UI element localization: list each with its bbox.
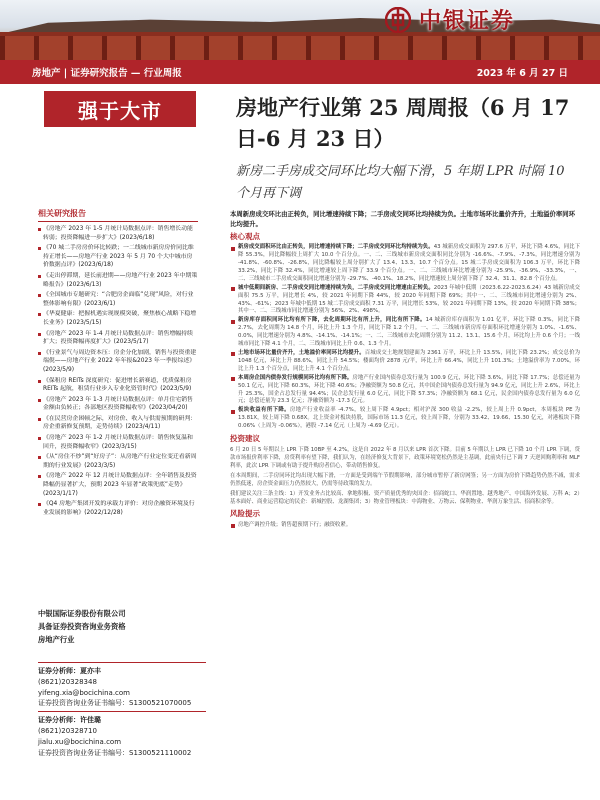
core-point bbox=[230, 375, 580, 407]
analyst-name: 证券分析师：许佳璐 bbox=[38, 711, 206, 726]
report-subtitle: 新房二手房成交同环比均大幅下滑，5 年期 LPR 时隔 10 个月再下调 bbox=[236, 164, 565, 201]
advice-paragraph: 6 月 20 日 5 年期以上 LPR 下降 10BP 至 4.2%，这是自 2022 年 8 月以来 LPR 首次下降。目前 5 年期以上 LPR 已下降 10 个月 LPR 下调，贷款市场报价利率下降，房贷利率有望下降，我们认为，在经济修复大背景下，政策环境宽松仍然是主基调，此前央行已下调 7 天逆回购利率和 MLF 利率，此次 LPR 下调或有助于提升购房者信心，带动销售修复。 bbox=[230, 447, 580, 470]
related-report-item[interactable]: 《房地产 2023 年 1-3 月统计局数据点评：单月住宅销售金额由负转正；各部地区投资降幅收窄》(2023/04/20) bbox=[38, 396, 198, 413]
core-views-heading: 核心观点 bbox=[230, 232, 260, 242]
analyst-name: 证券分析师：夏亦丰 bbox=[38, 662, 206, 677]
core-point-lead: 土地市场环比量价齐升，土地溢价率同环比均提升。 bbox=[238, 349, 365, 356]
analyst-license: 证券投资咨询业务证书编号：S1300521110002 bbox=[38, 748, 192, 757]
core-point-lead: 新房成交面积环比由正转负，同比增速持续下降；二手房成交同环比均持续为负。 bbox=[238, 244, 434, 251]
related-report-item[interactable]: 《在民营房企困顿之际，对房价、收入与供需预期的研判：房企重新修复预期，走势待续》(2023/4/11) bbox=[38, 415, 198, 432]
summary-intro: 本周新房成交环比由正转负，同比增速持续下降；二手房成交同环比均持续为负。土地市场环比量价齐升，土地溢价率同环比均提升。 bbox=[230, 210, 576, 228]
analyst-email[interactable]: jialu.xu@bocichina.com bbox=[38, 737, 122, 746]
risk-item: 房地产调控升级；销售超预期下行；融资收紧。 bbox=[230, 521, 580, 529]
header-banner bbox=[0, 0, 600, 60]
core-point-lead: 板块收益有所下降。 bbox=[238, 407, 290, 414]
analysts-block bbox=[38, 660, 206, 758]
investment-advice-heading: 投资建议 bbox=[230, 434, 260, 444]
related-reports-sidebar bbox=[38, 208, 198, 519]
analyst-phone: (8621)20328710 bbox=[38, 726, 97, 735]
core-point-body: 14 城新房库存面积为 1.01 亿平，环比下降 0.3%，同比下降 2.7%，去化周期为 14.8 个月，环比上升 1.3 个月，同比下降 1.2 个月。一、二、三线城市新房库存面积环比增速分别为 1.0%、-1.6%、0.0%，同比增速分别为 4.8%、-14.1%、-14.1%；一、二、三线城市去化周期分别为 11.2、13.1、15.6 个月，环比均上升 0.6 个月；一线城市同比下降 4.1 个月，二、三线城市同比上升 0.6、1.3 个月。 bbox=[238, 317, 580, 348]
company-name: 中银国际证券股份有限公司 bbox=[38, 609, 126, 618]
advice-paragraph: 我们建议关注三条主线：1）开发业务占比较高、拿地积极、资产质量优秀的央国企：招商蛇口、华润置地、越秀地产、中国海外发展、万科 A；2）基本面好、商业运营稳定的民企：新城控股、龙湖集团；3）物业管理板块：中海物业、万物云、保利物业、华润万象生活、招商积余等。 bbox=[230, 491, 580, 506]
core-point bbox=[230, 350, 580, 374]
analyst-email[interactable]: yifeng.xia@bocichina.com bbox=[38, 688, 130, 697]
core-point-lead: 新房库存面积同环比均有所下降，去化周期环比有所上升，同比有所下降。 bbox=[238, 317, 426, 324]
core-point-body: 2023 年城中低期（2023.6.22-2023.6.24）43 城新房成交面积 75.5 万平，同比增长 4%，较 2021 年同期下降 44%，较 2020 年同期下降 69%；其中一、二、三线城市同比增速分别为 2%、43%、-61%；2023 年城中低期 15 城二手房成交面积 7.31 万平，同比增长 53%，较 2021 年同期下降 13%，较 2020 年同期下降 38%；其中一、二、三线城市同比增速分别为 56%、2%、498%。 bbox=[238, 284, 580, 315]
palace-columns-graphic bbox=[0, 36, 600, 60]
report-category-bar bbox=[0, 60, 600, 84]
related-reports-heading: 相关研究报告 bbox=[38, 208, 198, 222]
core-point-body: 百城成交土地规划建面为 2361 万平，环比上升 13.5%，同比下降 23.2%；成交总价为 1048 亿元，环比上升 88.6%，同比上升 54.5%；楼面均价 2878 元/平，环比上升 66.4%，同比上升 101.3%；土地溢价率为 7.00%，环比上升 1.3 个百分点，同比上升 4.1 个百分点。 bbox=[238, 349, 580, 372]
report-title: 房地产行业第 25 周周报（6 月 17 日-6 月 23 日） bbox=[236, 95, 570, 151]
core-point bbox=[230, 244, 580, 284]
risk-heading: 风险提示 bbox=[230, 509, 260, 519]
brand-name: 中银证券 bbox=[419, 8, 516, 34]
brand-logo bbox=[385, 4, 515, 35]
related-report-item[interactable]: 《走出停滞期，延长前进期——房地产行业 2023 年中期策略报告》(2023/6/13) bbox=[38, 272, 198, 289]
core-point bbox=[230, 285, 580, 317]
core-point-lead: 本周房企国内债券发行规模同环比均有所下降。 bbox=[238, 374, 353, 381]
related-report-item[interactable]: 《房地产 2023 年 1-2 月统计局数据点评：销售恢复温和回升，投资降幅收窄》(2023/3/15) bbox=[38, 434, 198, 451]
core-point-body: 房地产行业收益率 -4.7%，较上周下降 4.9pct；相对沪深 300 收益 -2.2%，较上周上升 0.9pct，本周板块 PE 为 13.81X，较上周下降 0.68X。北上资金对板块持股，国际市场 11.3 亿元，较上周下降，分别为 33.42、19.66、15.30 亿元，对港板块下降 0.06%（上周为 -0.06%），港股 -7.14 亿元（上周为 -4.69 亿元）。 bbox=[238, 407, 580, 430]
core-point-body: 43 城新房成交面积为 297.6 万平，环比下降 4.6%，同比下降 55.3%，同比降幅较上周扩大 10.0 个百分点。一、二、三线城市新房成交面积同比分别为 -16.6%、-7.9%、-7.3%，同比增速分别为 -41.8%、-60.8%、-26.8%，同比降幅较上周分别扩大了 13.4、13.3、10.7 个百分点。15 城二手房成交面积为 106.3 万平，环比下降 33.2%，同比下降 32.4%，同比增速较上周下降了 33.9 个百分点。一、二、三线城市环比增速分别为 -25.9%、-36.9%、-33.3%，一、二、三线城市二手房成交面积同比增速分别为 -29.7%、-40.1%、18.2%，同比增速较上周分别下降了 32.4、31.1、82.8 个百分点。 bbox=[238, 244, 580, 282]
related-report-item[interactable]: 《行业景气与周边资本压：房企分化加剧，销售与投资重建端倪——房地产行业 2022 年年报&2023 年一季报综述》(2023/5/9) bbox=[38, 349, 198, 375]
analyst-phone: (8621)20328348 bbox=[38, 677, 97, 686]
related-report-item[interactable]: 《华夏健康：把握机遇实现规模突破，聚焦核心战略下稳增长业务》(2023/5/15) bbox=[38, 310, 198, 327]
company-info bbox=[38, 607, 198, 646]
industry-rating-badge: 强于大市 bbox=[44, 91, 196, 127]
related-report-item[interactable]: 《房地产 2023 年 1-5 月统计局数据点评：销售增长动能转弱；投资降幅进一步扩大》(2023/6/18) bbox=[38, 225, 198, 242]
core-point bbox=[230, 317, 580, 349]
related-report-item[interactable]: 《Q4 房地产集团开发的承载力评价：对房企融资环境及行业发展的影响》(2022/12/28) bbox=[38, 500, 198, 517]
boc-logo-icon bbox=[385, 7, 411, 33]
report-body bbox=[230, 210, 580, 529]
advice-paragraph: 在本周期间，二手房同环比均出现大幅下滑，一方面是受到端午节假期影响，部分城市暂停了新房网签；另一方面为房价下降趋势仍然不减，需求仍然低迷，房企资金面压力仍然较大，仍需等待政策的发力。 bbox=[230, 473, 580, 488]
core-point bbox=[230, 407, 580, 431]
analyst-license: 证券投资咨询业务证书编号：S1300521070005 bbox=[38, 699, 192, 708]
core-point-body: 房地产行业国内债券总发行量为 100.9 亿元，环比下降 3.6%，同比下降 17.7%；总偿还量为 50.1 亿元，同比下降 60.3%，环比下降 40.6%；净融资额为 50.8 亿元，其中国企国内债券总发行量为 94.9 亿元，同比上升 2.6%，环比上升 25.3%，国企占总发行量 94.4%；民企总发行量 6.0 亿元，同比下降 57.3%；净融资额为 68.1 亿元，民企国内债券总发行量为 6.0 亿元；总偿还量为 23.3 亿元；净融资额为 -17.3 亿元。 bbox=[238, 374, 580, 405]
report-date: 2023 年 6 月 27 日 bbox=[476, 68, 568, 79]
company-sector: 房地产行业 bbox=[38, 635, 75, 644]
related-report-item[interactable]: 《房地产 2023 年 1-4 月统计局数据点评：销售增幅持续扩大；投资降幅再度扩大》(2023/5/17) bbox=[38, 330, 198, 347]
report-category: 房地产 | 证券研究报告 — 行业周报 bbox=[32, 68, 182, 79]
related-report-item[interactable]: 《保租房 REITs 深度研究：促进增长新赛道，优质保租房 REITs 起航，租赁行业步入专业化资管时代》(2023/5/9) bbox=[38, 377, 198, 394]
related-report-item[interactable]: 《全国城市专题研究：“合肥房企面临”兑现”风险，对行业整体影响有限》(2023/6/1) bbox=[38, 291, 198, 308]
core-point-lead: 城中低期间新房、二手房成交同比增速持续为负，二手房成交同比增速由正转负。 bbox=[238, 284, 434, 291]
related-report-item[interactable]: 《70 城二手房房价环比转跌；一二线城市新房房价同比维持正增长——房地产行业 2023 年 5 月 70 个大中城市房价数据点评》(2023/6/18) bbox=[38, 244, 198, 270]
related-report-item[interactable]: 《房地产 2022 年 12 月统计局数据点评：全年销售及投资降幅仍显著扩大，预期 2023 年显著“政策兜底”走势》(2023/1/17) bbox=[38, 472, 198, 498]
related-report-item[interactable]: 《从“房住不炒”到“好房子”：从房地产行业定位变迁看新周期的行业发展》(2023/3/5) bbox=[38, 453, 198, 470]
company-qualification: 具备证券投资咨询业务资格 bbox=[38, 622, 126, 631]
